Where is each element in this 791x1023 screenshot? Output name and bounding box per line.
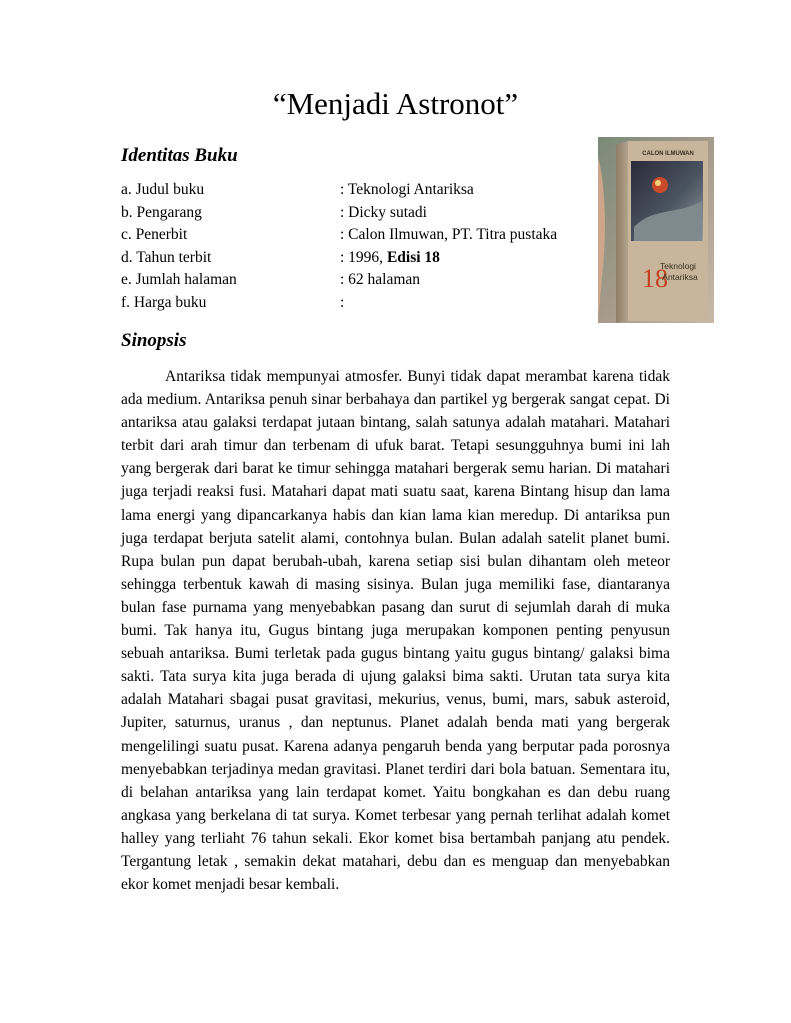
identitas-heading: Identitas Buku xyxy=(121,145,238,166)
cover-top-text: CALON ILMUWAN xyxy=(642,151,694,157)
row-label: d. Tahun terbit xyxy=(121,248,212,266)
row-value: : Dicky sutadi xyxy=(340,203,427,221)
identitas-row xyxy=(121,179,557,202)
row-value: : xyxy=(340,293,345,311)
cover-number: 18 xyxy=(642,264,668,293)
identitas-row xyxy=(121,269,557,292)
row-value-bold: Edisi 18 xyxy=(386,248,440,266)
identitas-table xyxy=(121,179,557,315)
page-title: “Menjadi Astronot” xyxy=(272,86,519,121)
row-value-text: : 1996, xyxy=(340,248,387,266)
row-label: a. Judul buku xyxy=(121,181,205,198)
row-label: e. Jumlah halaman xyxy=(121,271,237,289)
row-label: f. Harga buku xyxy=(121,293,207,311)
identitas-row xyxy=(121,292,557,315)
sinopsis-heading: Sinopsis xyxy=(121,330,187,351)
row-value: : Teknologi Antariksa xyxy=(340,181,474,198)
sinopsis-paragraph: Antariksa tidak mempunyai atmosfer. Bunyi tidak dapat merambat karena tidak ada medium. Antariksa penuh sinar berbahaya dan partikel yg bergerak sangat cepat. Di antariksa atau galaksi terdapat jutaan bintang, salah satunya adalah matahari. Matahari terbit dari arah timur dan terbenam di ufuk barat. Tetapi sesungguhnya bumi ini lah yang bergerak dari barat ke timur sehingga matahari bergerak semu harian. Di matahari juga terjadi reaksi fusi. Matahari dapat mati suatu saat, karena Bintang hisup dan lama lama energi yang dipancarkanya habis dan kian lama kian meredup. Di antariksa pun juga terdapat berjuta satelit alami, contohnya bulan. Bulan adalah satelit planet bumi. Rupa bulan pun dapat berubah-ubah, karena setiap sisi bulan dihantam oleh meteor sehingga terbentuk kawah di masing sisinya. Bulan juga memiliki fase, diantaranya bulan fase purnama yang menyebabkan pasang dan surut di sejumlah darah di muka bumi. Tak hanya itu, Gugus bintang juga merupakan komponen penting penyusun sebuah antariksa. Bumi terletak pada gugus bintang yaitu gugus bintang/ galaksi bima sakti. Tata surya kita juga berada di ujung galaksi bima sakti. Urutan tata surya kita adalah Matahari sbagai pusat gravitasi, mekurius, venus, bumi, mars, sabuk asteroid, Jupiter, saturnus, uranus , dan neptunus. Planet adalah benda mati yang bergerak mengelilingi suatu pusat. Karena adanya pengaruh benda yang berputar pada porosnya menyebabkan terjadinya medan gravitasi. Planet terdiri dari bola batuan. Sementara itu, di belahan antariksa yang lain terdapat komet. Yaitu bongkahan es dan debu ruang angkasa yang berkelana di tat surya. Komet terbesar yang pernah terlihat adalah komet halley yang terliaht 76 tahun sekali. Ekor komet bisa bertambah panjang atu pendek. Tergantung letak , semakin dekat matahari, debu dan es menguap dan menyebabkan ekor komet menjadi besar kembali. xyxy=(121,368,670,894)
cover-title-line1: Teknologi xyxy=(660,261,696,271)
row-value xyxy=(340,247,440,270)
cover-title-line2: Antariksa xyxy=(662,272,698,282)
identitas-row xyxy=(121,224,557,247)
row-label: c. Penerbit xyxy=(121,226,188,244)
row-label: b. Pengarang xyxy=(121,203,202,221)
identitas-row xyxy=(121,247,557,270)
row-value: : 62 halaman xyxy=(340,271,421,289)
row-value: : Calon Ilmuwan, PT. Titra pustaka xyxy=(340,226,558,244)
identitas-row xyxy=(121,202,557,225)
book-cover-photo xyxy=(598,137,714,323)
